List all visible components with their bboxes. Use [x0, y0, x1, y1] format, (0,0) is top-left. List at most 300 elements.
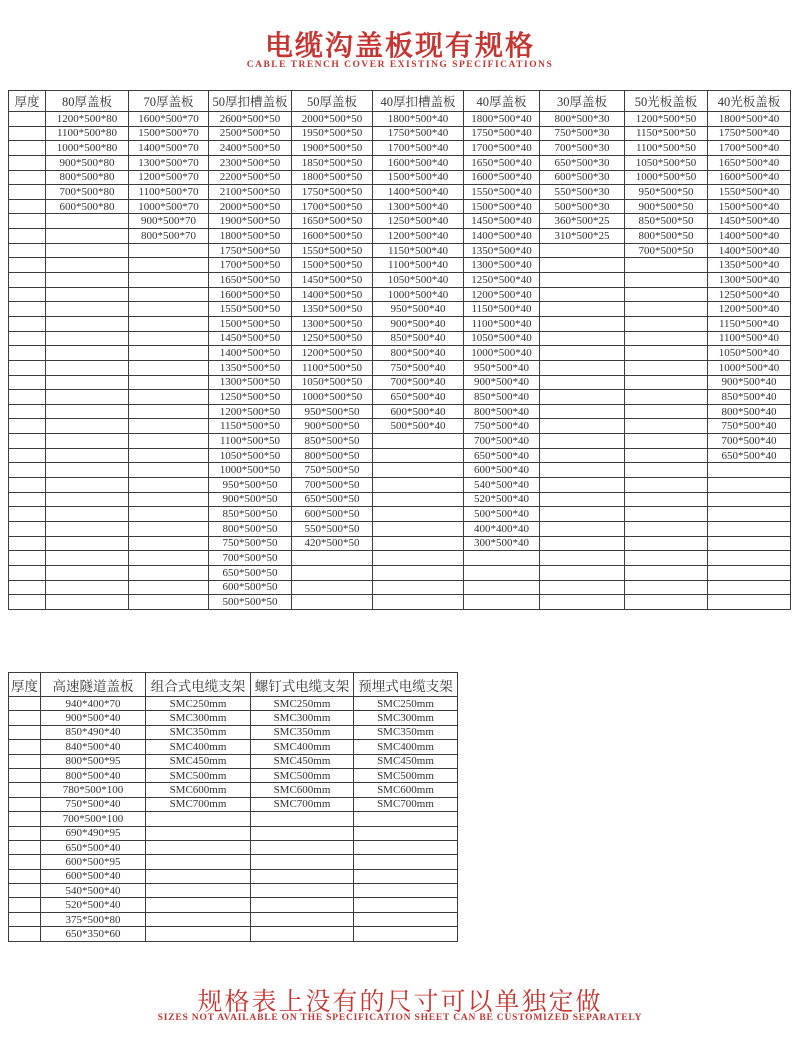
spec-cell: 2600*500*50: [209, 112, 292, 127]
footer-note: 规格表上没有的尺寸可以单独定做: [197, 989, 603, 1016]
spec-cell: 700*500*50: [625, 243, 708, 258]
spec-cell: [146, 855, 251, 869]
spec-cell: [46, 331, 129, 346]
spec-cell: [9, 492, 46, 507]
spec-cell: 850*500*50: [292, 434, 373, 449]
spec-cell: [129, 478, 209, 493]
spec-cell: 800*500*80: [46, 170, 129, 185]
column-header: 组合式电缆支架: [146, 673, 251, 697]
table-row: [9, 869, 458, 883]
spec-cell: [625, 419, 708, 434]
column-header: 70厚盖板: [129, 91, 209, 112]
spec-cell: 1400*500*50: [292, 287, 373, 302]
spec-cell: [708, 565, 791, 580]
spec-cell: 800*500*40: [373, 346, 464, 361]
spec-cell: [373, 595, 464, 610]
header-row: [9, 673, 458, 697]
spec-cell: [129, 565, 209, 580]
spec-cell: [129, 551, 209, 566]
spec-cell: [625, 375, 708, 390]
spec-cell: [708, 478, 791, 493]
spec-cell: [46, 492, 129, 507]
spec-cell: 1550*500*50: [292, 243, 373, 258]
spec-cell: [354, 884, 458, 898]
spec-cell: [540, 507, 625, 522]
spec-cell: 1300*500*40: [464, 258, 540, 273]
spec-cell: 1000*500*40: [464, 346, 540, 361]
spec-cell: 800*500*30: [540, 112, 625, 127]
spec-cell: 360*500*25: [540, 214, 625, 229]
spec-cell: 1850*500*50: [292, 155, 373, 170]
spec-cell: [625, 536, 708, 551]
spec-cell: 1750*500*40: [373, 126, 464, 141]
spec-cell: [129, 273, 209, 288]
spec-cell: [251, 855, 354, 869]
spec-cell: 750*500*30: [540, 126, 625, 141]
spec-cell: [625, 404, 708, 419]
spec-cell: [540, 521, 625, 536]
column-header: 40厚扣槽盖板: [373, 91, 464, 112]
spec-cell: SMC500mm: [354, 768, 458, 782]
table-row: [9, 551, 791, 566]
spec-cell: 1700*500*40: [464, 141, 540, 156]
table-row: [9, 855, 458, 869]
spec-cell: [9, 927, 41, 941]
spec-cell: [146, 840, 251, 854]
spec-cell: SMC700mm: [251, 797, 354, 811]
spec-cell: [292, 580, 373, 595]
spec-cell: [46, 229, 129, 244]
spec-cell: 1950*500*50: [292, 126, 373, 141]
spec-cell: SMC250mm: [146, 697, 251, 711]
spec-cell: [129, 419, 209, 434]
spec-cell: [373, 565, 464, 580]
spec-cell: 1250*500*40: [708, 287, 791, 302]
spec-cell: 1450*500*50: [292, 273, 373, 288]
spec-cell: [46, 463, 129, 478]
spec-cell: [46, 360, 129, 375]
table-row: [9, 521, 791, 536]
spec-cell: 1400*500*40: [464, 229, 540, 244]
spec-cell: [373, 580, 464, 595]
column-header: 50厚盖板: [292, 91, 373, 112]
table-row: [9, 346, 791, 361]
spec-cell: 500*500*40: [464, 507, 540, 522]
spec-cell: [129, 302, 209, 317]
spec-cell: 1000*500*80: [46, 141, 129, 156]
spec-cell: 900*500*50: [625, 199, 708, 214]
spec-cell: 1150*500*50: [625, 126, 708, 141]
spec-cell: 650*500*40: [708, 448, 791, 463]
spec-cell: 1000*500*40: [373, 287, 464, 302]
spec-cell: [540, 463, 625, 478]
spec-cell: 1100*500*50: [292, 360, 373, 375]
spec-cell: [9, 419, 46, 434]
spec-cell: [9, 331, 46, 346]
spec-cell: [129, 580, 209, 595]
spec-cell: 1700*500*50: [292, 199, 373, 214]
spec-cell: [146, 869, 251, 883]
spec-cell: [9, 595, 46, 610]
spec-cell: 1500*500*50: [209, 316, 292, 331]
spec-cell: 750*500*40: [464, 419, 540, 434]
table-row: [9, 536, 791, 551]
spec-cell: [540, 419, 625, 434]
spec-cell: 1750*500*50: [209, 243, 292, 258]
spec-cell: [354, 898, 458, 912]
spec-cell: 1500*500*70: [129, 126, 209, 141]
spec-cell: [540, 448, 625, 463]
spec-cell: 1000*500*40: [708, 360, 791, 375]
table-row: [9, 126, 791, 141]
spec-cell: 1300*500*50: [292, 316, 373, 331]
spec-cell: SMC400mm: [354, 740, 458, 754]
spec-cell: [625, 390, 708, 405]
table-row: [9, 711, 458, 725]
spec-cell: [373, 521, 464, 536]
spec-cell: 600*500*30: [540, 170, 625, 185]
table-row: [9, 331, 791, 346]
spec-cell: 650*500*50: [292, 492, 373, 507]
spec-cell: 1650*500*40: [708, 155, 791, 170]
spec-cell: [625, 580, 708, 595]
spec-cell: [9, 141, 46, 156]
spec-cell: [9, 740, 41, 754]
table-row: [9, 697, 458, 711]
spec-cell: 1300*500*40: [708, 273, 791, 288]
spec-cell: [9, 869, 41, 883]
spec-cell: 650*500*40: [41, 840, 146, 854]
spec-cell: [251, 840, 354, 854]
spec-cell: 650*500*30: [540, 155, 625, 170]
spec-cell: 1250*500*40: [373, 214, 464, 229]
spec-cell: 950*500*50: [209, 478, 292, 493]
page-title: 电缆沟盖板现有规格: [264, 31, 535, 62]
spec-cell: 900*500*50: [209, 492, 292, 507]
spec-cell: [625, 273, 708, 288]
spec-cell: [625, 478, 708, 493]
spec-cell: 1000*500*50: [209, 463, 292, 478]
spec-cell: 1400*500*40: [708, 243, 791, 258]
table-row: [9, 565, 791, 580]
spec-cell: 1500*500*40: [464, 199, 540, 214]
spec-cell: 1800*500*40: [708, 112, 791, 127]
spec-cell: [625, 360, 708, 375]
spec-cell: 1900*500*50: [292, 141, 373, 156]
spec-cell: 700*500*100: [41, 812, 146, 826]
spec-cell: 600*500*50: [292, 507, 373, 522]
spec-cell: 940*400*70: [41, 697, 146, 711]
spec-cell: [625, 434, 708, 449]
spec-cell: [9, 711, 41, 725]
table-row: [9, 229, 791, 244]
spec-cell: [129, 390, 209, 405]
spec-cell: [9, 507, 46, 522]
spec-cell: 1200*500*40: [373, 229, 464, 244]
spec-cell: 1250*500*40: [464, 273, 540, 288]
spec-cell: 850*500*40: [373, 331, 464, 346]
spec-cell: [46, 507, 129, 522]
table-row: [9, 214, 791, 229]
spec-cell: 500*500*30: [540, 199, 625, 214]
spec-cell: [46, 258, 129, 273]
spec-cell: [540, 273, 625, 288]
table-row: [9, 478, 791, 493]
spec-cell: [373, 448, 464, 463]
spec-cell: [46, 316, 129, 331]
spec-cell: 900*500*70: [129, 214, 209, 229]
spec-cell: 1750*500*50: [292, 185, 373, 200]
spec-cell: [9, 229, 46, 244]
spec-cell: [625, 595, 708, 610]
spec-cell: [540, 302, 625, 317]
spec-cell: [540, 492, 625, 507]
spec-cell: 800*500*95: [41, 754, 146, 768]
spec-cell: [540, 331, 625, 346]
spec-cell: 700*500*80: [46, 185, 129, 200]
spec-cell: 850*500*40: [464, 390, 540, 405]
spec-cell: 600*500*95: [41, 855, 146, 869]
spec-cell: 520*500*40: [464, 492, 540, 507]
spec-cell: [46, 434, 129, 449]
spec-cell: 800*500*50: [209, 521, 292, 536]
spec-cell: SMC500mm: [146, 768, 251, 782]
spec-cell: 1500*500*50: [292, 258, 373, 273]
spec-cell: 1650*500*40: [464, 155, 540, 170]
spec-cell: [9, 112, 46, 127]
spec-cell: [129, 360, 209, 375]
spec-cell: [625, 287, 708, 302]
spec-cell: 1050*500*40: [708, 346, 791, 361]
spec-cell: SMC600mm: [354, 783, 458, 797]
spec-cell: 1800*500*50: [292, 170, 373, 185]
spec-cell: 1250*500*50: [292, 331, 373, 346]
spec-cell: [9, 243, 46, 258]
spec-cell: 1200*500*50: [292, 346, 373, 361]
table-row: [9, 492, 791, 507]
spec-cell: [251, 927, 354, 941]
table-row: [9, 404, 791, 419]
spec-cell: 1200*500*80: [46, 112, 129, 127]
table-row: [9, 243, 791, 258]
spec-cell: [625, 316, 708, 331]
spec-cell: [129, 521, 209, 536]
spec-cell: 900*500*40: [373, 316, 464, 331]
spec-cell: 1400*500*70: [129, 141, 209, 156]
spec-cell: [625, 492, 708, 507]
table-row: [9, 507, 791, 522]
spec-cell: [129, 375, 209, 390]
spec-cell: [9, 375, 46, 390]
spec-cell: 900*500*40: [464, 375, 540, 390]
spec-cell: 420*500*50: [292, 536, 373, 551]
spec-cell: 700*500*40: [708, 434, 791, 449]
spec-cell: [129, 258, 209, 273]
spec-cell: [9, 155, 46, 170]
spec-cell: [354, 812, 458, 826]
column-header: 40厚盖板: [464, 91, 540, 112]
spec-cell: 900*500*40: [708, 375, 791, 390]
spec-cell: [540, 595, 625, 610]
spec-cell: [251, 812, 354, 826]
spec-cell: 1700*500*40: [373, 141, 464, 156]
spec-cell: [354, 869, 458, 883]
spec-cell: [9, 840, 41, 854]
spec-cell: 950*500*50: [625, 185, 708, 200]
table-row: [9, 884, 458, 898]
table-row: [9, 273, 791, 288]
spec-cell: [625, 551, 708, 566]
table-row: [9, 316, 791, 331]
table-row: [9, 448, 791, 463]
table-row: [9, 258, 791, 273]
spec-cell: [292, 551, 373, 566]
spec-cell: 540*500*40: [41, 884, 146, 898]
spec-cell: [373, 507, 464, 522]
spec-cell: [9, 521, 46, 536]
spec-cell: [9, 448, 46, 463]
spec-cell: [46, 214, 129, 229]
spec-cell: 2500*500*50: [209, 126, 292, 141]
spec-cell: [625, 521, 708, 536]
table-row: [9, 840, 458, 854]
table-row: [9, 797, 458, 811]
spec-cell: [9, 346, 46, 361]
spec-cell: [540, 551, 625, 566]
spec-cell: 650*500*40: [464, 448, 540, 463]
spec-cell: SMC350mm: [251, 725, 354, 739]
spec-cell: [9, 812, 41, 826]
spec-cell: [373, 463, 464, 478]
spec-cell: 1800*500*40: [464, 112, 540, 127]
spec-cell: 1250*500*50: [209, 390, 292, 405]
spec-cell: SMC350mm: [146, 725, 251, 739]
table-row: [9, 768, 458, 782]
column-header: 50光板盖板: [625, 91, 708, 112]
spec-cell: 700*500*40: [464, 434, 540, 449]
spec-cell: [373, 551, 464, 566]
spec-cell: [129, 463, 209, 478]
spec-cell: 850*490*40: [41, 725, 146, 739]
spec-cell: 1600*500*70: [129, 112, 209, 127]
spec-cell: [9, 797, 41, 811]
spec-cell: 750*500*50: [209, 536, 292, 551]
spec-cell: [9, 316, 46, 331]
table-row: [9, 419, 791, 434]
spec-cell: 1150*500*40: [373, 243, 464, 258]
table-row: [9, 812, 458, 826]
spec-cell: [625, 448, 708, 463]
spec-cell: [540, 404, 625, 419]
spec-cell: [9, 536, 46, 551]
spec-cell: 1600*500*50: [292, 229, 373, 244]
spec-cell: 500*500*50: [209, 595, 292, 610]
spec-cell: 800*500*40: [41, 768, 146, 782]
spec-cell: [46, 346, 129, 361]
table-row: [9, 112, 791, 127]
spec-cell: [9, 478, 46, 493]
table-row: [9, 360, 791, 375]
spec-cell: 650*350*60: [41, 927, 146, 941]
spec-cell: SMC450mm: [146, 754, 251, 768]
spec-cell: 1100*500*80: [46, 126, 129, 141]
spec-cell: 800*500*40: [708, 404, 791, 419]
spec-cell: 1100*500*50: [209, 434, 292, 449]
column-header: 预埋式电缆支架: [354, 673, 458, 697]
spec-cell: 850*500*50: [625, 214, 708, 229]
table-row: [9, 754, 458, 768]
spec-cell: [540, 565, 625, 580]
spec-cell: 1100*500*40: [464, 316, 540, 331]
spec-cell: 600*500*80: [46, 199, 129, 214]
spec-cell: [540, 375, 625, 390]
spec-cell: [46, 536, 129, 551]
spec-cell: [46, 390, 129, 405]
spec-cell: 1200*500*40: [464, 287, 540, 302]
column-header: 50厚扣槽盖板: [209, 91, 292, 112]
table-row: [9, 595, 791, 610]
spec-cell: 1550*500*40: [708, 185, 791, 200]
spec-cell: 1150*500*50: [209, 419, 292, 434]
table-row: [9, 185, 791, 200]
spec-cell: [354, 840, 458, 854]
spec-cell: [540, 434, 625, 449]
spec-cell: 1400*500*40: [373, 185, 464, 200]
spec-cell: [251, 912, 354, 926]
spec-cell: 1000*500*50: [625, 170, 708, 185]
spec-cell: 1750*500*40: [464, 126, 540, 141]
spec-cell: 650*500*40: [373, 390, 464, 405]
spec-cell: [129, 404, 209, 419]
spec-cell: SMC300mm: [146, 711, 251, 725]
spec-cell: 650*500*50: [209, 565, 292, 580]
spec-cell: 2300*500*50: [209, 155, 292, 170]
spec-cell: [9, 697, 41, 711]
spec-cell: [46, 595, 129, 610]
spec-cell: 1700*500*40: [708, 141, 791, 156]
spec-cell: [9, 404, 46, 419]
spec-cell: SMC600mm: [146, 783, 251, 797]
spec-cell: 1800*500*50: [209, 229, 292, 244]
spec-cell: 1300*500*50: [209, 375, 292, 390]
spec-cell: SMC600mm: [251, 783, 354, 797]
column-header: 厚度: [9, 91, 46, 112]
spec-cell: 1050*500*50: [209, 448, 292, 463]
spec-cell: [373, 492, 464, 507]
spec-cell: [146, 884, 251, 898]
spec-cell: [46, 243, 129, 258]
spec-cell: [251, 869, 354, 883]
spec-cell: [625, 302, 708, 317]
spec-cell: 1200*500*70: [129, 170, 209, 185]
spec-cell: [373, 478, 464, 493]
spec-cell: [9, 258, 46, 273]
spec-cell: 1350*500*40: [464, 243, 540, 258]
spec-cell: [129, 434, 209, 449]
spec-cell: [464, 580, 540, 595]
table-row: [9, 898, 458, 912]
spec-cell: [540, 258, 625, 273]
table-row: [9, 375, 791, 390]
spec-cell: 2000*500*50: [292, 112, 373, 127]
spec-cell: 2400*500*50: [209, 141, 292, 156]
spec-cell: [708, 580, 791, 595]
column-header: 40光板盖板: [708, 91, 791, 112]
spec-cell: 700*500*50: [209, 551, 292, 566]
spec-cell: [251, 826, 354, 840]
spec-cell: 1300*500*70: [129, 155, 209, 170]
spec-cell: 520*500*40: [41, 898, 146, 912]
